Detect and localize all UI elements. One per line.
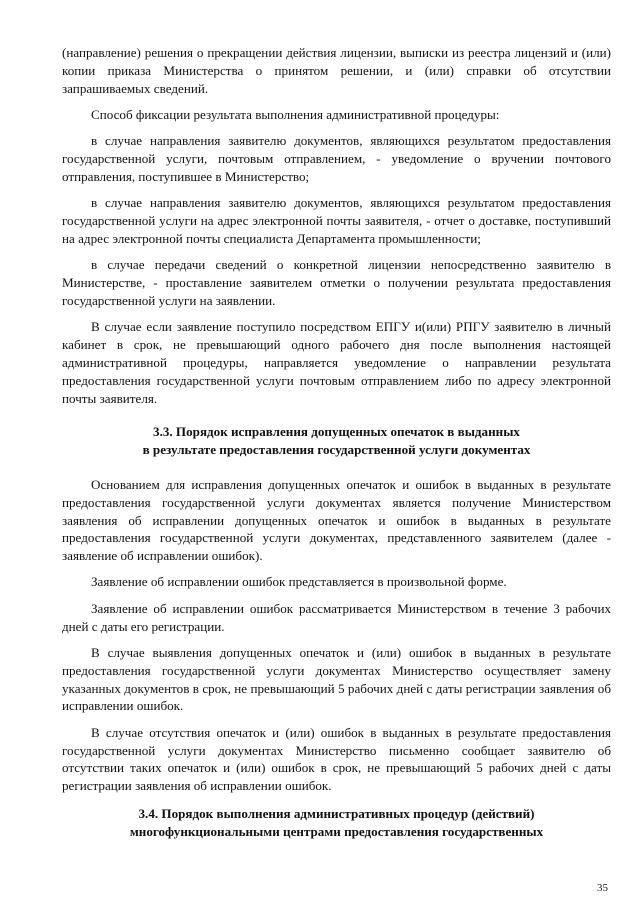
section-heading-3-4 <box>62 805 611 841</box>
paragraph: В случае выявления допущенных опечаток и (или) ошибок в выданных в результате предоставления государственной услуги документах Министерство осуществляет замену указанных документов в срок, не превышающий 5 рабочих дней с даты регистрации заявления об исправлении ошибок. <box>62 645 611 714</box>
paragraph: В случае если заявление поступило посредством ЕПГУ и(или) РПГУ заявителю в личный кабинет в срок, не превышающий одного рабочего дня после выполнения настоящей административной процедуры, направляется уведомление о направлении результата предоставления государственной услуги почтовым отправлением либо по адресу электронной почты заявителя. <box>62 319 611 406</box>
paragraph: (направление) решения о прекращении действия лицензии, выписки из реестра лицензий и (или) копии приказа Министерства о принятом решении, и (или) справки об отсутствии запрашиваемых сведений. <box>62 45 611 96</box>
paragraph: Основанием для исправления допущенных опечаток и ошибок в выданных в результате предоставления государственной услуги документах является получение Министерством заявления об исправлении допущенных опечаток и ошибок в выданных в результате предоставления государственной услуги документах, представленного заявителем (далее - заявление об исправлении ошибок). <box>62 476 611 564</box>
paragraph: Заявление об исправлении ошибок рассматривается Министерством в течение 3 рабочих дней с даты его регистрации. <box>62 600 611 634</box>
document-body <box>62 44 611 841</box>
paragraph: Заявление об исправлении ошибок представляется в произвольной форме. <box>91 574 507 590</box>
section-heading-line: многофункциональными центрами предоставления государственных <box>129 823 544 839</box>
page-number: 35 <box>597 882 608 894</box>
paragraph: в случае передачи сведений о конкретной лицензии непосредственно заявителю в Министерстве, - проставление заявителем отметки о получении результата предоставления государственной услуги на заявлении. <box>62 257 611 308</box>
paragraph: Способ фиксации результата выполнения административной процедуры: <box>91 106 500 122</box>
section-heading-3-3 <box>62 423 611 459</box>
paragraph: В случае отсутствия опечаток и (или) ошибок в выданных в результате предоставления государственной услуги документах Министерство письменно сообщает заявителю об отсутствии таких опечаток и (или) ошибок в срок, не превышающий 5 рабочих дней с даты регистрации заявления об исправлении ошибок. <box>62 724 611 794</box>
paragraph: в случае направления заявителю документов, являющихся результатом предоставления государственной услуги, почтовым отправлением, - уведомление о вручении почтового отправления, поступившее в Министерство; <box>62 133 611 184</box>
section-heading-line: в результате предоставления государственной услуги документах <box>142 442 531 458</box>
section-heading-line: 3.4. Порядок выполнения административных процедур (действий) <box>138 806 535 822</box>
section-heading-line: 3.3. Порядок исправления допущенных опечаток в выданных <box>153 424 520 440</box>
paragraph: в случае направления заявителю документов, являющихся результатом предоставления государственной услуги на адрес электронной почты заявителя, - отчет о доставке, поступивший на адрес электронной почты специалиста Департамента промышленности; <box>62 195 611 246</box>
